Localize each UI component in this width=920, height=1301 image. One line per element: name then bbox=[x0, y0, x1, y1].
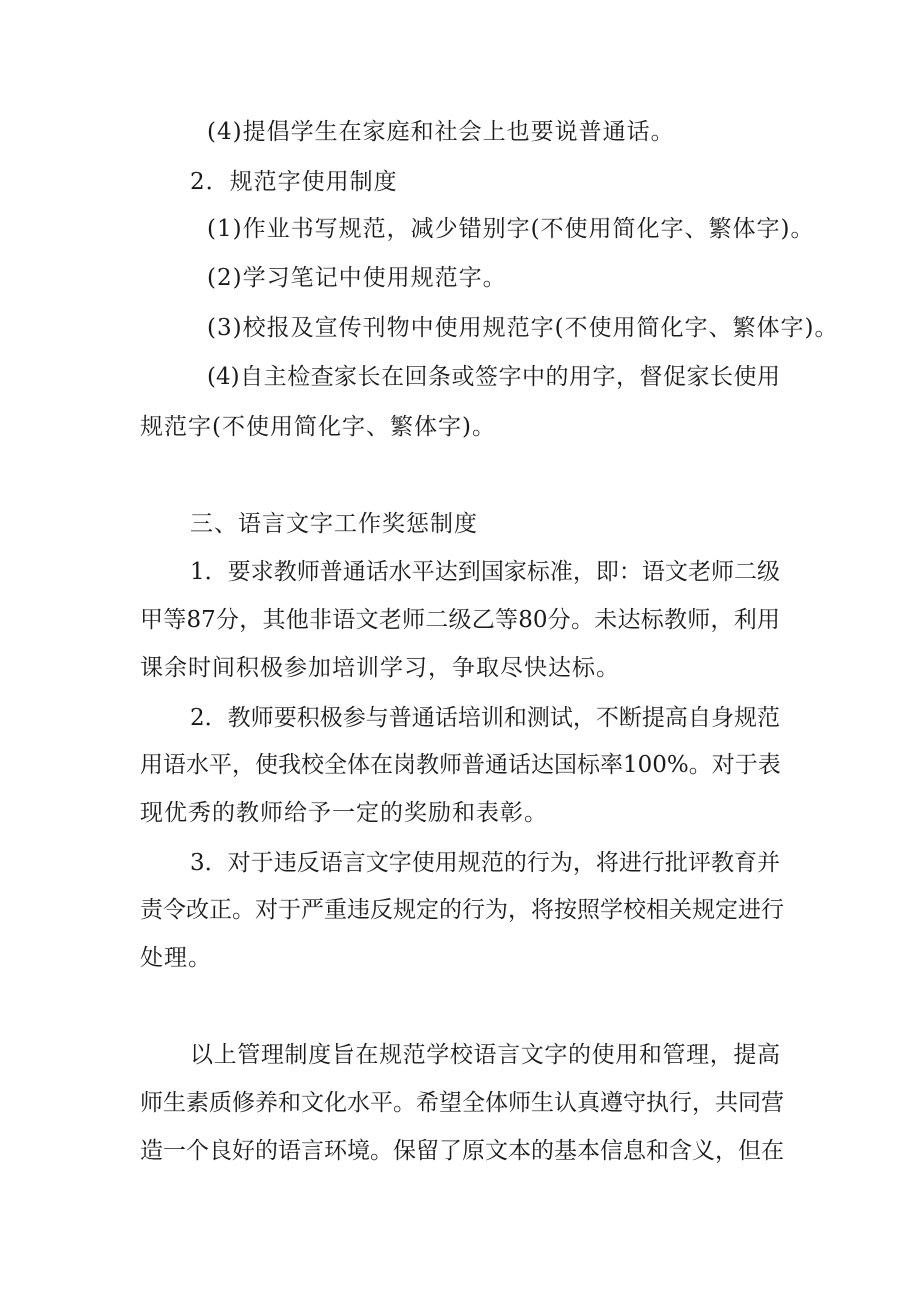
rule-1-line-1: 1．要求教师普通话水平达到国家标准，即：语文老师二级 bbox=[190, 559, 780, 585]
rule-3-line-1: 3．对于违反语言文字使用规范的行为，将进行批评教育并 bbox=[190, 850, 780, 876]
item-4-parents-line-2: 规范字(不使用简化字、繁体字)。 bbox=[140, 414, 496, 440]
conclusion-line-3: 造一个良好的语言环境。保留了原文本的基本信息和含义，但在 bbox=[140, 1138, 784, 1164]
rule-3-line-2: 责令改正。对于严重违反规定的行为，将按照学校相关规定进行 bbox=[140, 897, 784, 923]
rule-3-line-3: 处理。 bbox=[140, 945, 212, 971]
rule-2-line-3: 现优秀的教师给予一定的奖励和表彰。 bbox=[140, 800, 548, 826]
item-4-parents-line-1: (4)自主检查家长在回条或签字中的用字，督促家长使用 bbox=[207, 364, 780, 390]
rule-2-line-1: 2．教师要积极参与普通话培训和测试，不断提高自身规范 bbox=[190, 705, 780, 731]
rule-2-line-2: 用语水平，使我校全体在岗教师普通话达国标率100%。对于表 bbox=[140, 752, 781, 778]
conclusion-line-1: 以上管理制度旨在规范学校语言文字的使用和管理，提高 bbox=[190, 1042, 780, 1068]
conclusion-line-2: 师生素质修养和文化水平。希望全体师生认真遵守执行，共同营 bbox=[140, 1090, 784, 1116]
section-3-heading: 三、语言文字工作奖惩制度 bbox=[190, 511, 478, 537]
item-2-study-notes: (2)学习笔记中使用规范字。 bbox=[207, 265, 507, 291]
item-1-homework: (1)作业书写规范，减少错别字(不使用简化字、繁体字)。 bbox=[207, 216, 815, 242]
section-2-heading: 2．规范字使用制度 bbox=[190, 169, 398, 195]
item-4-speak-mandarin: (4)提倡学生在家庭和社会上也要说普通话。 bbox=[207, 119, 675, 145]
rule-1-line-2: 甲等87分，其他非语文老师二级乙等80分。未达标教师，利用 bbox=[140, 607, 780, 633]
rule-1-line-3: 课余时间积极参加培训学习，争取尽快达标。 bbox=[140, 655, 620, 681]
item-3-school-paper: (3)校报及宣传刊物中使用规范字(不使用简化字、繁体字)。 bbox=[207, 315, 839, 341]
